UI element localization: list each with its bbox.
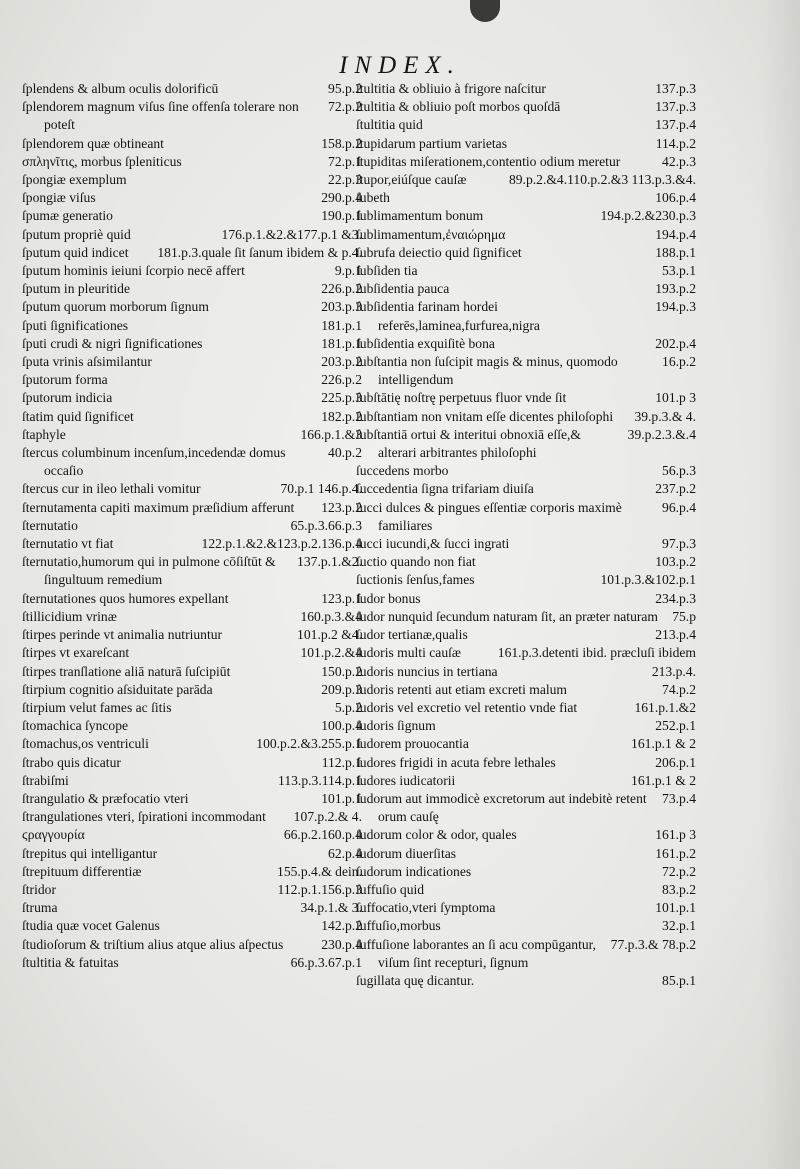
index-entry bbox=[22, 353, 362, 371]
index-entry bbox=[22, 754, 362, 772]
page-reference: 39.p.3.& 4. bbox=[634, 408, 696, 424]
index-entry bbox=[356, 626, 696, 644]
entry-term: ſudoris ſignum bbox=[356, 718, 436, 734]
page-reference: 101.p.1 bbox=[321, 790, 362, 806]
index-entry bbox=[22, 389, 362, 407]
entry-term: ſtrangulatio & præfocatio vteri bbox=[22, 790, 189, 806]
index-entry bbox=[356, 244, 696, 262]
page-reference: 190.p.1 bbox=[321, 208, 362, 224]
entry-term: ſucci dulces & pingues eſſentiæ corporis maximè familiares bbox=[356, 499, 622, 533]
page-reference: 97.p.3 bbox=[662, 536, 696, 552]
index-entry bbox=[22, 735, 362, 753]
index-entry bbox=[22, 699, 362, 717]
index-entry bbox=[356, 571, 696, 589]
index-entry bbox=[22, 153, 362, 171]
index-entry bbox=[22, 954, 362, 972]
page-reference: 101.p.3.&102.p.1 bbox=[600, 572, 696, 588]
index-entry bbox=[356, 790, 696, 826]
page-reference: 161.p 3 bbox=[655, 827, 696, 843]
entry-term: ſtomachus,os ventriculi bbox=[22, 736, 149, 752]
entry-term: ſuffuſio quid bbox=[356, 881, 425, 897]
index-entry bbox=[22, 135, 362, 153]
page-reference: 100.p.4 bbox=[321, 718, 362, 734]
index-entry bbox=[22, 626, 362, 644]
page-reference: 181.p.1 bbox=[321, 317, 362, 333]
index-entry bbox=[22, 790, 362, 808]
page-reference: 161.p.1.&2 bbox=[634, 699, 696, 715]
index-entry bbox=[356, 972, 696, 990]
page-reference: 112.p.1 bbox=[321, 754, 362, 770]
index-entry bbox=[22, 444, 362, 480]
entry-term: ſtirpium velut fames ac ſitis bbox=[22, 699, 172, 715]
entry-term: ſudoris multi cauſæ bbox=[356, 645, 461, 661]
index-entry bbox=[22, 80, 362, 98]
entry-term: ſuffuſio,morbus bbox=[356, 918, 441, 934]
page-reference: 123.p.1 bbox=[321, 590, 362, 606]
index-entry bbox=[356, 116, 696, 134]
page-reference: 70.p.1 146.p.4. bbox=[280, 481, 362, 497]
page-reference: 32.p.1 bbox=[662, 918, 696, 934]
entry-term: ſputorum forma bbox=[22, 372, 108, 388]
index-entry bbox=[356, 171, 696, 189]
index-entry bbox=[356, 553, 696, 571]
index-entry bbox=[356, 735, 696, 753]
entry-term: ſudoris vel excretio vel retentio vnde fiat bbox=[356, 699, 578, 715]
entry-term: ſternutatio bbox=[22, 517, 78, 533]
page-reference: 160.p.3.&4 bbox=[300, 608, 362, 624]
entry-term: ſtultitia & obliuio poſt morbos quoſdā bbox=[356, 99, 561, 115]
entry-term: ſubrufa deiectio quid ſignificet bbox=[356, 244, 522, 260]
entry-term: ſuccedens morbo bbox=[356, 463, 449, 479]
entry-term: ſubſtantia non ſuſcipit magis & minus, quomodo intelligendum bbox=[356, 354, 618, 388]
entry-term: ſubſtātię noſtrę perpetuus fluor vnde ſit bbox=[356, 390, 567, 406]
page-reference: 209.p.3 bbox=[321, 681, 362, 697]
index-entry bbox=[22, 899, 362, 917]
entry-term: ſugillata quę dicantur. bbox=[356, 972, 475, 988]
page-reference: 230.p.4 bbox=[321, 936, 362, 952]
page-reference: 155.p.4.& dein. bbox=[277, 863, 362, 879]
entry-term: ſternutationes quos humores expellant bbox=[22, 590, 229, 606]
page-reference: 237.p.2 bbox=[655, 481, 696, 497]
index-entry bbox=[22, 917, 362, 935]
page-reference: 107.p.2.& 4. bbox=[293, 809, 362, 825]
index-entry bbox=[22, 207, 362, 225]
page-reference: 5.p.2 bbox=[334, 699, 362, 715]
index-entry bbox=[356, 535, 696, 553]
entry-term: ſubſidentia exquiſitè bona bbox=[356, 335, 495, 351]
entry-term: ſpongiæ exemplum bbox=[22, 172, 127, 188]
index-entry bbox=[356, 826, 696, 844]
page-reference: 72.p.2 bbox=[662, 863, 696, 879]
page-reference: 74.p.2 bbox=[662, 681, 696, 697]
index-entry bbox=[22, 335, 362, 353]
index-entry bbox=[22, 535, 362, 553]
page-reference: 203.p.2 bbox=[321, 354, 362, 370]
index-entry bbox=[22, 480, 362, 498]
index-entry bbox=[356, 772, 696, 790]
entry-term: ſternutamenta capiti maximum præſidium afferunt bbox=[22, 499, 295, 515]
page-reference: 206.p.1 bbox=[655, 754, 696, 770]
page-reference: 161.p.1 & 2 bbox=[631, 772, 696, 788]
index-entry bbox=[356, 189, 696, 207]
index-entry bbox=[22, 171, 362, 189]
page-reference: 150.p.2 bbox=[321, 663, 362, 679]
page-reference: 225.p.3 bbox=[321, 390, 362, 406]
entry-term: ſtrangulationes vteri, ſpirationi incommodant bbox=[22, 809, 266, 825]
entry-term: ſtultitia & obliuio à frigore naſcitur bbox=[356, 81, 546, 96]
entry-term: ſpumæ generatio bbox=[22, 208, 113, 224]
page-reference: 96.p.4 bbox=[662, 499, 696, 515]
entry-term: ſputa vrinis aſsimilantur bbox=[22, 354, 152, 370]
page-reference: 73.p.4 bbox=[662, 790, 696, 806]
page-reference: 100.p.2.&3.255.p.1 bbox=[256, 736, 362, 752]
entry-term: ſtupor,eiúſque cauſæ bbox=[356, 172, 467, 188]
page-reference: 62.p.4 bbox=[328, 845, 362, 861]
index-entry bbox=[22, 881, 362, 899]
entry-term: ſuctionis ſenſus,fames bbox=[356, 572, 475, 588]
index-entry bbox=[356, 936, 696, 972]
index-entry bbox=[356, 590, 696, 608]
entry-term: ſplendens & album oculis dolorificū bbox=[22, 81, 219, 96]
page-reference: 72.p.2 bbox=[328, 99, 362, 115]
page-reference: 252.p.1 bbox=[655, 718, 696, 734]
page-reference: 137.p.4 bbox=[655, 117, 696, 133]
page-reference: 101.p.2.&4 bbox=[300, 645, 362, 661]
page-reference: 16.p.2 bbox=[662, 354, 696, 370]
index-entry bbox=[356, 644, 696, 662]
page-reference: 182.p.2 bbox=[321, 408, 362, 424]
index-entry bbox=[356, 462, 696, 480]
index-entry bbox=[22, 608, 362, 626]
page-reference: 9.p.1 bbox=[334, 263, 362, 279]
page-reference: 161.p.1 & 2 bbox=[631, 736, 696, 752]
entry-term: ſudorum indicationes bbox=[356, 863, 472, 879]
entry-term: ſputi ſignificationes bbox=[22, 317, 129, 333]
entry-term: ſtudioſorum & triſtium alius atque alius aſpectus bbox=[22, 936, 284, 952]
page-reference: 101.p 3 bbox=[655, 390, 696, 406]
index-entry bbox=[22, 590, 362, 608]
entry-term: ſudor tertianæ,qualis bbox=[356, 627, 468, 643]
page-reference: 226.p.2 bbox=[321, 281, 362, 297]
index-entry bbox=[356, 207, 696, 225]
index-entry bbox=[22, 644, 362, 662]
index-entry bbox=[22, 845, 362, 863]
page-reference: 290.p.4 bbox=[321, 190, 362, 206]
page-reference: 194.p.2.&230.p.3 bbox=[600, 208, 696, 224]
entry-term: ſtupidarum partium varietas bbox=[356, 135, 507, 151]
index-entry bbox=[22, 408, 362, 426]
index-entry bbox=[356, 717, 696, 735]
page-reference: 158.p.2 bbox=[321, 135, 362, 151]
page-reference: 101.p.1 bbox=[655, 900, 696, 916]
page-reference: 181.p.1 bbox=[321, 335, 362, 351]
entry-term: ſublimamentum bonum bbox=[356, 208, 484, 224]
index-entry bbox=[356, 663, 696, 681]
entry-term: ſtrabiſmi bbox=[22, 772, 69, 788]
page-reference: 226.p.2 bbox=[321, 372, 362, 388]
page-reference: 202.p.4 bbox=[655, 335, 696, 351]
entry-term: ſtirpium cognitio aſsiduitate parāda bbox=[22, 681, 213, 697]
entry-term: ſtrepituum differentiæ bbox=[22, 863, 142, 879]
entry-term: ſudoris nuncius in tertiana bbox=[356, 663, 498, 679]
index-entry bbox=[356, 98, 696, 116]
index-entry bbox=[356, 262, 696, 280]
page-reference: 137.p.3 bbox=[655, 81, 696, 96]
page-reference: 66.p.3.67.p.1 bbox=[290, 954, 362, 970]
entry-term: ſubſtantiam non vnitam eſſe dicentes philoſophi bbox=[356, 408, 614, 424]
page-reference: 181.p.3.quale ſit ſanum ibidem & p.4. bbox=[157, 244, 362, 260]
index-entry bbox=[22, 517, 362, 535]
page-reference: 85.p.1 bbox=[662, 972, 696, 988]
index-entry bbox=[356, 499, 696, 535]
entry-term: ſubſidentia pauca bbox=[356, 281, 450, 297]
entry-term: ſtultitia & fatuitas bbox=[22, 954, 119, 970]
entry-term: ſtercus columbinum incenſum,incedendæ domus occaſio bbox=[22, 445, 286, 479]
index-entry bbox=[356, 881, 696, 899]
page-reference: 193.p.2 bbox=[655, 281, 696, 297]
entry-term: ſtruma bbox=[22, 900, 58, 916]
entry-term: ſternutatio,humorum qui in pulmone cōſiſtūt & ſingultuum remedium bbox=[22, 554, 276, 588]
entry-term: ſuffuſione laborantes an ſi acu compūgantur, viſum ſint recepturi, ſignum bbox=[356, 936, 597, 970]
page-reference: 203.p.3 bbox=[321, 299, 362, 315]
index-entry bbox=[356, 608, 696, 626]
entry-term: ſubeth bbox=[356, 190, 390, 206]
index-entry bbox=[22, 663, 362, 681]
page-title: INDEX. bbox=[339, 52, 461, 79]
index-entry bbox=[356, 280, 696, 298]
page-reference: 101.p.2 &4. bbox=[297, 627, 362, 643]
entry-term: ſtatim quid ſignificet bbox=[22, 408, 134, 424]
entry-term: ſtupiditas miſerationem,contentio odium meretur bbox=[356, 153, 621, 169]
page-reference: 194.p.3 bbox=[655, 299, 696, 315]
entry-term: ſputum hominis ieiuni ſcorpio necē affert bbox=[22, 263, 245, 279]
index-entry bbox=[356, 335, 696, 353]
index-entry bbox=[22, 936, 362, 954]
index-entry bbox=[22, 371, 362, 389]
index-entry bbox=[356, 480, 696, 498]
page-reference: 66.p.2.160.p.4 bbox=[283, 827, 362, 843]
entry-term: ſtridor bbox=[22, 881, 56, 897]
page-reference: 137.p.1.&2. bbox=[297, 554, 362, 570]
page-reference: 137.p.3 bbox=[655, 99, 696, 115]
index-entry bbox=[356, 408, 696, 426]
entry-term: ſputum quid indicet bbox=[22, 244, 129, 260]
index-entry bbox=[356, 153, 696, 171]
index-entry bbox=[356, 389, 696, 407]
page-damage-hole bbox=[470, 0, 500, 22]
page-reference: 106.p.4 bbox=[655, 190, 696, 206]
index-entry bbox=[22, 826, 362, 844]
entry-term: ſtercus cur in ileo lethali vomitur bbox=[22, 481, 201, 497]
right-index-column bbox=[356, 80, 696, 990]
page-reference: 176.p.1.&2.&177.p.1 &3. bbox=[221, 226, 362, 242]
index-entry bbox=[356, 353, 696, 389]
page-reference: 72.p.1 bbox=[328, 153, 362, 169]
entry-term: ſtultitia quid bbox=[356, 117, 423, 133]
page-reference: 65.p.3.66.p.3 bbox=[290, 517, 362, 533]
entry-term: ſudores iudicatorii bbox=[356, 772, 456, 788]
entry-term: ſudorum aut immodicè excretorum aut indebitè retent orum cauſę bbox=[356, 790, 647, 825]
page-reference: 122.p.1.&2.&123.p.2.136.p.4 bbox=[201, 536, 362, 552]
index-entry bbox=[22, 717, 362, 735]
page-edge-shadow bbox=[760, 0, 800, 1169]
page-reference: 161.p.3.detenti ibid. præcluſi ibidem bbox=[497, 645, 696, 661]
entry-term: ſublimamentum,ἐναιώρημα bbox=[356, 226, 506, 242]
index-entry bbox=[356, 681, 696, 699]
entry-term: ſuccedentia ſigna trifariam diuiſa bbox=[356, 481, 534, 497]
index-entry bbox=[22, 499, 362, 517]
page-reference: 113.p.3.114.p.1 bbox=[278, 772, 362, 788]
index-entry bbox=[22, 262, 362, 280]
index-entry bbox=[22, 244, 362, 262]
page-reference: 53.p.1 bbox=[662, 263, 696, 279]
index-entry bbox=[22, 808, 362, 826]
page-reference: 40.p.2 bbox=[328, 445, 362, 461]
entry-term: ſudoris retenti aut etiam excreti malum bbox=[356, 681, 568, 697]
page-reference: 194.p.4 bbox=[655, 226, 696, 242]
entry-term: ſtirpes vt exareſcant bbox=[22, 645, 130, 661]
entry-term: ſputum in pleuritide bbox=[22, 281, 130, 297]
page-reference: 95.p.2 bbox=[328, 81, 362, 96]
entry-term: ſuctio quando non fiat bbox=[356, 554, 476, 570]
page-reference: 112.p.1.156.p.3 bbox=[277, 881, 362, 897]
index-entry bbox=[356, 917, 696, 935]
entry-term: ſputum quorum morborum ſignum bbox=[22, 299, 209, 315]
page-reference: 161.p.2 bbox=[655, 845, 696, 861]
entry-term: ſtirpes perinde vt animalia nutriuntur bbox=[22, 627, 223, 643]
page-reference: 83.p.2 bbox=[662, 881, 696, 897]
entry-term: ſplendorem quæ obtineant bbox=[22, 135, 164, 151]
index-entry bbox=[356, 426, 696, 462]
page-reference: 213.p.4. bbox=[651, 663, 696, 679]
page-reference: 89.p.2.&4.110.p.2.&3 113.p.3.&4. bbox=[508, 172, 696, 188]
entry-term: ſputorum indicia bbox=[22, 390, 113, 406]
entry-term: ſudorem prouocantia bbox=[356, 736, 469, 752]
entry-term: ſtomachica ſyncope bbox=[22, 718, 129, 734]
page-reference: 77.p.3.& 78.p.2 bbox=[610, 936, 696, 952]
page-reference: 56.p.3 bbox=[662, 463, 696, 479]
entry-term: ſuffocatio,vteri ſymptoma bbox=[356, 900, 496, 916]
page-reference: 213.p.4 bbox=[655, 627, 696, 643]
index-entry bbox=[22, 317, 362, 335]
page-reference: 142.p.2 bbox=[321, 918, 362, 934]
index-entry bbox=[22, 98, 362, 134]
entry-term: ſudores frigidi in acuta febre lethales bbox=[356, 754, 556, 770]
index-entry bbox=[22, 863, 362, 881]
entry-term: ſtaphyle bbox=[22, 426, 66, 442]
page-reference: 234.p.3 bbox=[655, 590, 696, 606]
index-entry bbox=[356, 754, 696, 772]
page-reference: 22.p.3 bbox=[328, 172, 362, 188]
entry-term: ſudor nunquid ſecundum naturam ſit, an præter naturam bbox=[356, 608, 659, 624]
index-entry bbox=[22, 681, 362, 699]
entry-term: ſternutatio vt fiat bbox=[22, 536, 114, 552]
index-entry bbox=[22, 226, 362, 244]
entry-term: σπληνῖτις, morbus ſpleniticus bbox=[22, 153, 182, 169]
entry-term: ſputi crudi & nigri ſignificationes bbox=[22, 335, 203, 351]
entry-term: ſubſiden tia bbox=[356, 263, 418, 279]
entry-term: ſplendorem magnum viſus ſine offenſa tolerare non poteſt bbox=[22, 99, 299, 133]
page-reference: 42.p.3 bbox=[662, 153, 696, 169]
page-reference: 166.p.1.&3 bbox=[300, 426, 362, 442]
entry-term: ſudorum diuerſitas bbox=[356, 845, 457, 861]
index-entry bbox=[356, 699, 696, 717]
index-entry bbox=[356, 135, 696, 153]
entry-term: ſpongiæ viſus bbox=[22, 190, 96, 206]
page-reference: 123.p.2 bbox=[321, 499, 362, 515]
index-entry bbox=[356, 298, 696, 334]
page-reference: 114.p.2 bbox=[655, 135, 696, 151]
index-entry bbox=[22, 189, 362, 207]
index-entry bbox=[356, 863, 696, 881]
entry-term: ſtirpes tranſlatione aliā naturā ſuſcipiūt bbox=[22, 663, 231, 679]
entry-term: ſucci iucundi,& ſucci ingrati bbox=[356, 536, 510, 552]
index-entry bbox=[356, 226, 696, 244]
page-reference: 39.p.2.3.&.4 bbox=[627, 426, 696, 442]
entry-term: ſtrabo quis dicatur bbox=[22, 754, 121, 770]
left-index-column bbox=[22, 80, 362, 972]
index-entry bbox=[22, 298, 362, 316]
entry-term: ſudorum color & odor, quales bbox=[356, 827, 517, 843]
entry-term: ſtudia quæ vocet Galenus bbox=[22, 918, 160, 934]
entry-term: ϛραγγουρία bbox=[22, 827, 85, 843]
page-reference: 75.p bbox=[672, 608, 696, 624]
index-entry bbox=[356, 80, 696, 98]
index-entry bbox=[356, 845, 696, 863]
page-reference: 188.p.1 bbox=[655, 244, 696, 260]
entry-term: ſtillicidium vrinæ bbox=[22, 608, 117, 624]
page-reference: 34.p.1.& 3. bbox=[300, 900, 362, 916]
index-entry bbox=[22, 280, 362, 298]
entry-term: ſudor bonus bbox=[356, 590, 421, 606]
index-entry bbox=[356, 899, 696, 917]
index-entry bbox=[22, 772, 362, 790]
entry-term: ſtrepitus qui intelligantur bbox=[22, 845, 158, 861]
page-reference: 103.p.2 bbox=[655, 554, 696, 570]
entry-term: ſputum propriè quid bbox=[22, 226, 131, 242]
index-entry bbox=[22, 426, 362, 444]
entry-term: ſubſidentia farinam hordei referēs,laminea,furfurea,nigra bbox=[356, 299, 540, 333]
index-entry bbox=[22, 553, 362, 589]
entry-term: ſubſtantiā ortui & interitui obnoxiā eſſe,& alterari arbitrantes philoſophi bbox=[356, 426, 582, 461]
